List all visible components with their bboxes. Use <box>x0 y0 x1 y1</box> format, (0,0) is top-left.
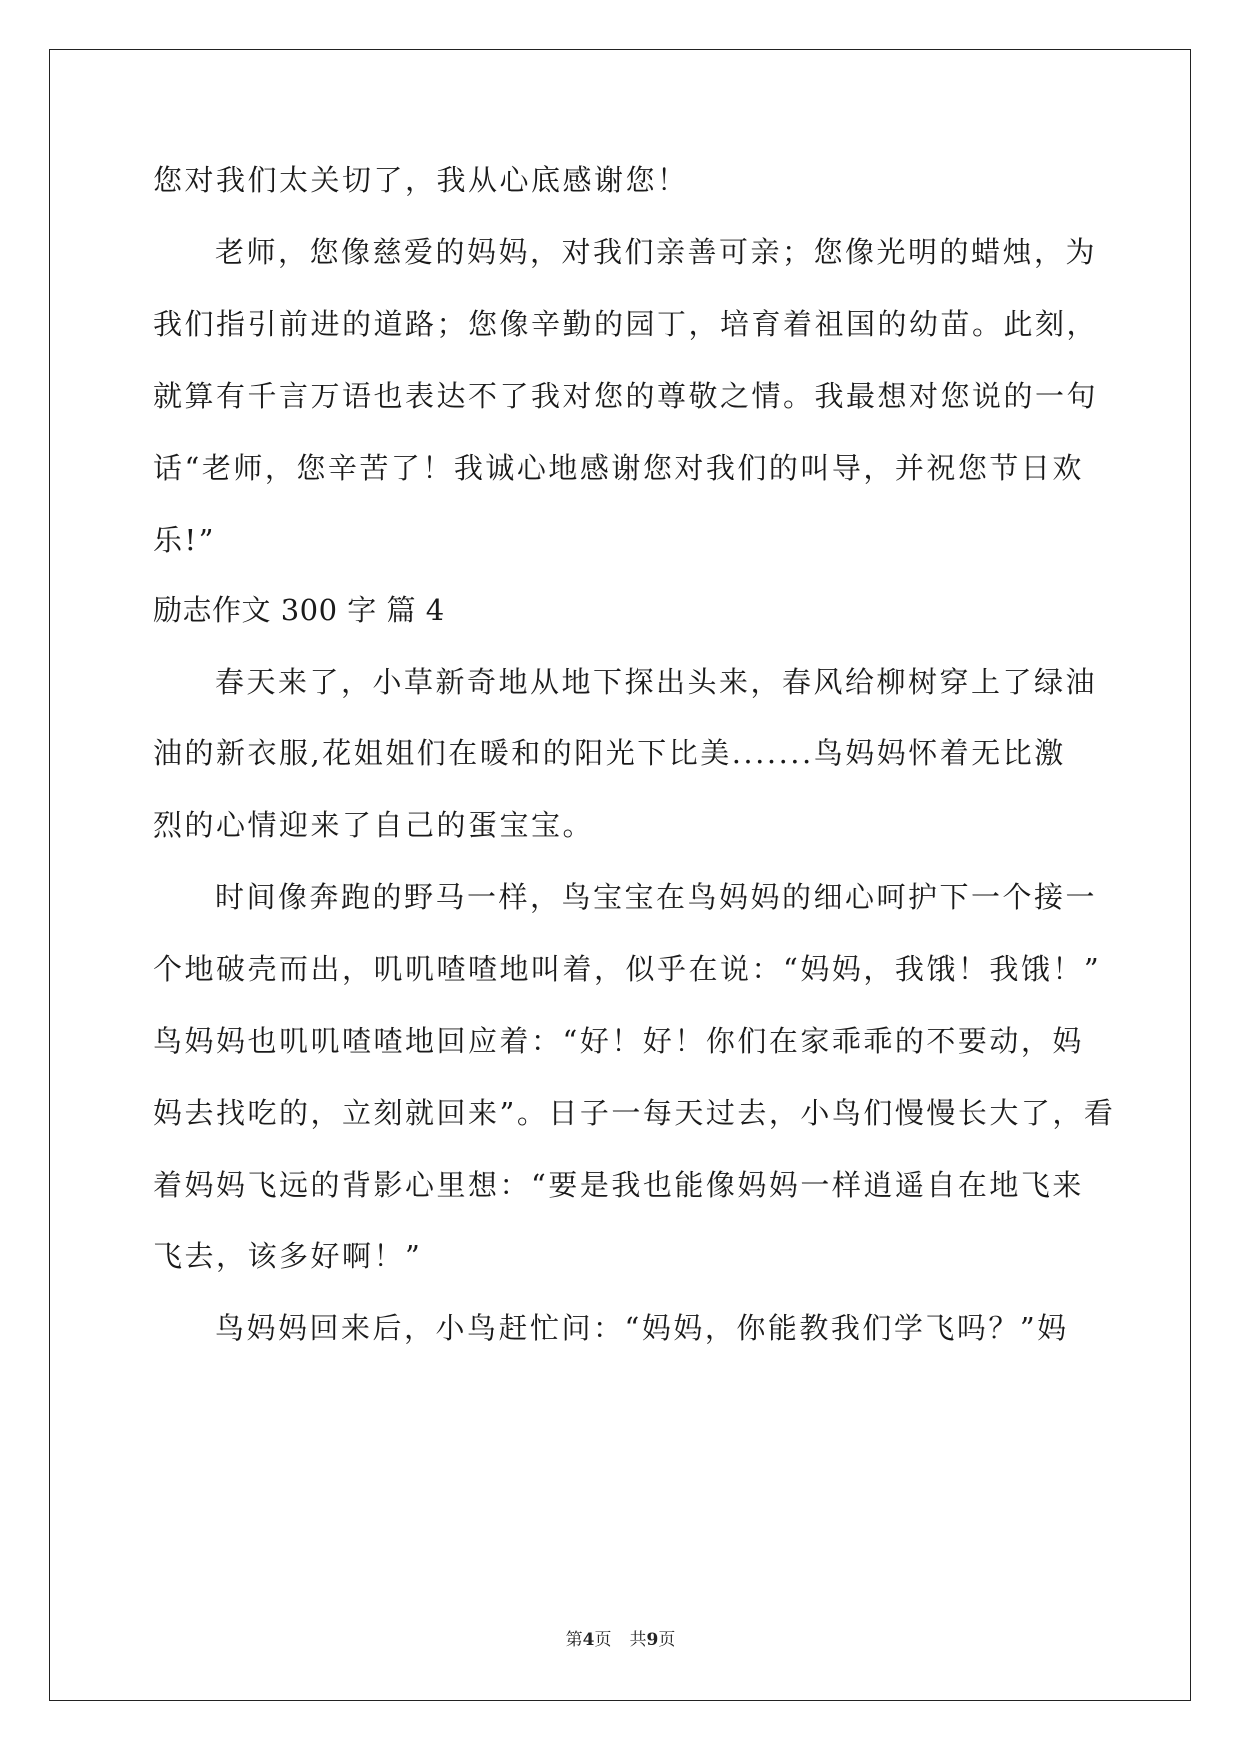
page-border <box>49 49 1191 1701</box>
text-line: 您对我们太关切了，我从心底感谢您！ <box>153 163 689 197</box>
text-line: 乐!” <box>153 523 216 557</box>
text-line: 个地破壳而出，叽叽喳喳地叫着，似乎在说：“妈妈，我饿！我饿！” <box>153 952 1102 986</box>
paragraph-start: 鸟妈妈回来后，小鸟赶忙问：“妈妈，你能教我们学飞吗？”妈 <box>215 1311 1069 1345</box>
text-line: 话“老师，您辛苦了！我诚心地感谢您对我们的叫导，并祝您节日欢 <box>153 451 1084 485</box>
total-suffix: 页 <box>658 1630 676 1650</box>
paragraph-start: 老师，您像慈爱的妈妈，对我们亲善可亲；您像光明的蜡烛，为 <box>215 235 1098 269</box>
page-suffix: 页 <box>594 1630 612 1650</box>
total-page-count: 9 <box>646 1630 659 1650</box>
current-page-number: 4 <box>582 1630 595 1650</box>
section-heading: 励志作文 300 字 篇 4 <box>153 593 445 627</box>
total-prefix: 共 <box>629 1630 647 1650</box>
paragraph-start: 春天来了，小草新奇地从地下探出头来，春风给柳树穿上了绿油 <box>215 665 1098 699</box>
page-footer <box>0 1630 1241 1650</box>
text-line: 飞去，该多好啊！” <box>153 1239 423 1273</box>
text-line: 油的新衣服,花姐姐们在暖和的阳光下比美.......鸟妈妈怀着无比激 <box>153 736 1066 770</box>
paragraph-start: 时间像奔跑的野马一样，鸟宝宝在鸟妈妈的细心呵护下一个接一 <box>215 880 1098 914</box>
text-line: 烈的心情迎来了自己的蛋宝宝。 <box>153 808 595 842</box>
text-line: 鸟妈妈也叽叽喳喳地回应着：“好！好！你们在家乖乖的不要动，妈 <box>153 1024 1084 1058</box>
page-prefix: 第 <box>565 1630 583 1650</box>
text-line: 就算有千言万语也表达不了我对您的尊敬之情。我最想对您说的一句 <box>153 379 1099 413</box>
text-line: 我们指引前进的道路；您像辛勤的园丁，培育着祖国的幼苗。此刻， <box>153 307 1099 341</box>
text-line: 着妈妈飞远的背影心里想：“要是我也能像妈妈一样逍遥自在地飞来 <box>153 1168 1084 1202</box>
text-line: 妈去找吃的，立刻就回来”。日子一每天过去，小鸟们慢慢长大了，看 <box>153 1096 1116 1130</box>
